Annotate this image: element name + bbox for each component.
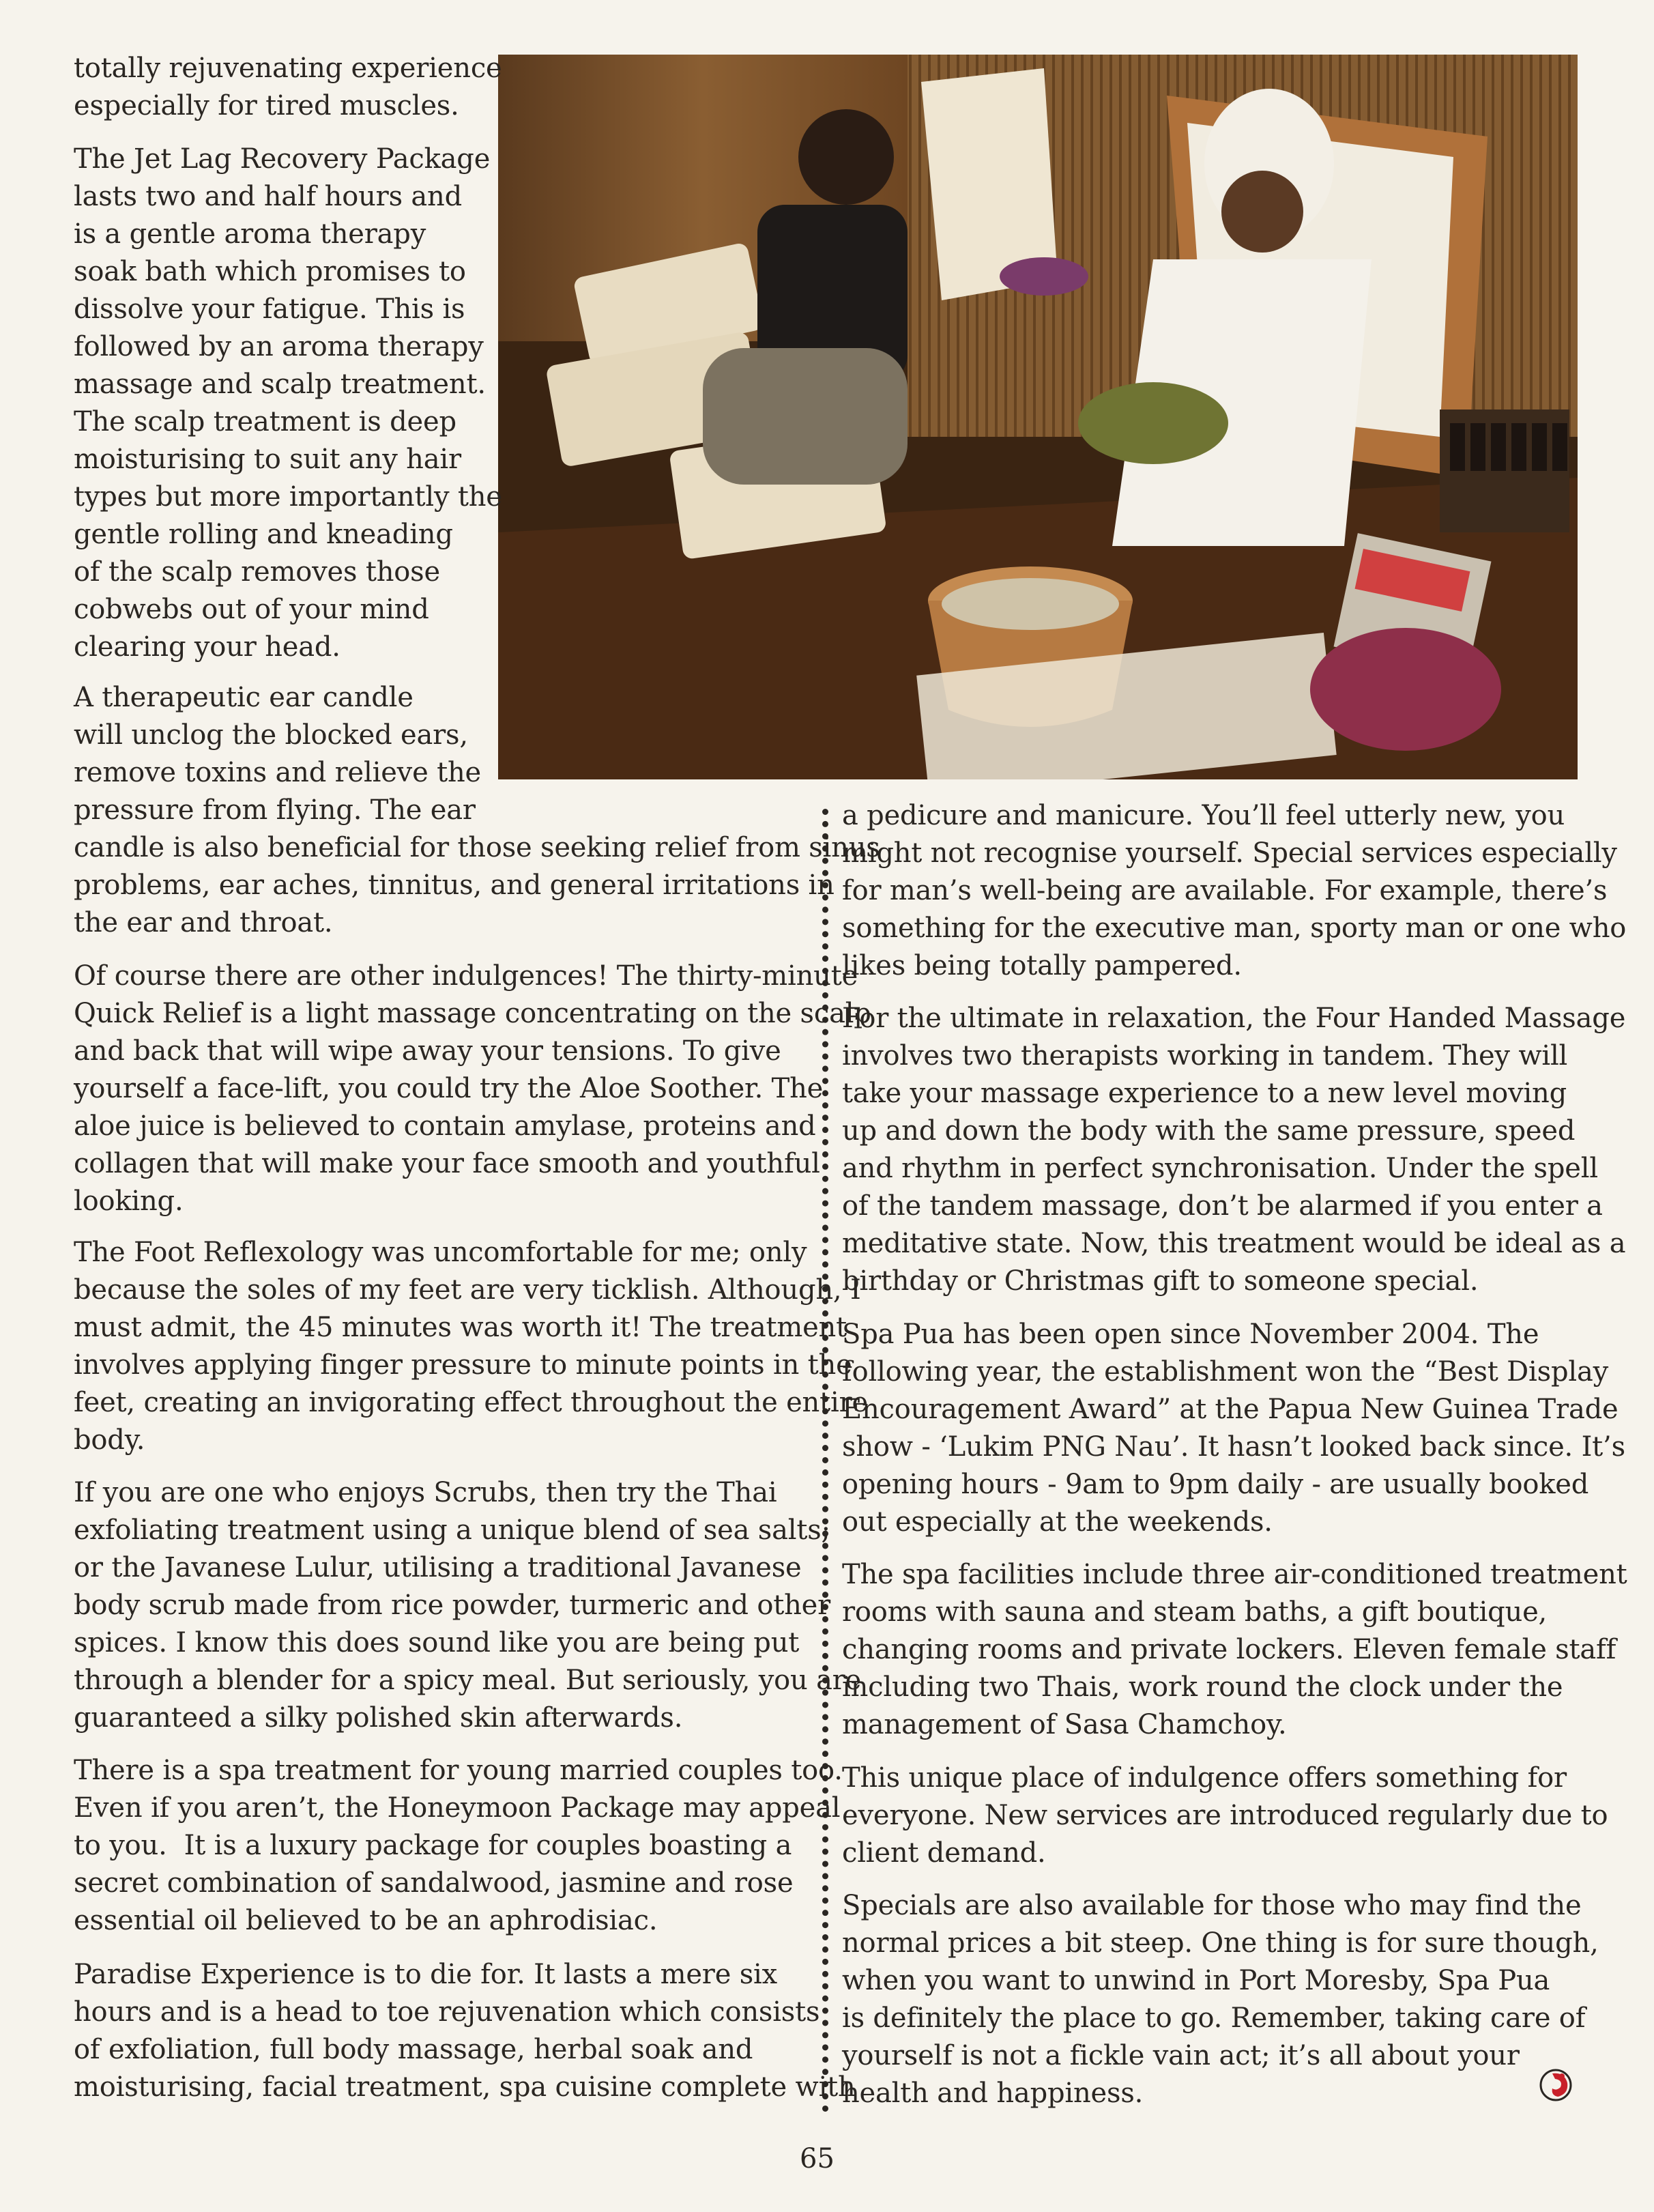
paragraph-four-handed-massage: For the ultimate in relaxation, the Four Handed Massage involves two therapists working in tandem. They will take your massage experience to a new level moving up and down the body with the same pressure, speed and rhythm in perfect synchronisation. Under the spell of the tandem massage, don’t be alarmed if you enter a meditative state. Now, this treatment would be ideal as a birthday or Christmas gift to someone special. — [842, 1003, 1626, 1297]
column-divider — [822, 809, 828, 2112]
bird-of-paradise-logo-icon — [1532, 2061, 1580, 2109]
paragraph-ear-candle-continued: candle is also beneficial for those seeking relief from sinus problems, ear aches, tinnitus, and general irritations in the ear and throat. — [74, 832, 880, 938]
paragraph-pedicure: a pedicure and manicure. You’ll feel utterly new, you might not recognise yourself. Special services especially for man’s well-being are available. For example, there’s something for the executive man, sporty man or one who likes being totally pampered. — [842, 800, 1627, 981]
paragraph-scrubs: If you are one who enjoys Scrubs, then try the Thai exfoliating treatment using a unique blend of sea salts; or the Javanese Lulur, utilising a traditional Javanese body scrub made from rice powder, turmeric and other spices. I know this does sound like you are being put through a blender for a spicy meal. But seriously, you are guaranteed a silky polished skin afterwards. — [74, 1477, 862, 1734]
paragraph-specials: Specials are also available for those who may find the normal prices a bit steep. One thing is for sure though, when you want to unwind in Port Moresby, Spa Pua is definitely the place to go. Remember, taking care of yourself is not a fickle vain act; it’s all about your health and happiness. — [842, 1890, 1599, 2109]
paragraph-spa-facilities: The spa facilities include three air-conditioned treatment rooms with sauna and steam baths, a gift boutique, changing rooms and private lockers. Eleven female staff including two Thais, work round the clock under the management of Sasa Chamchoy. — [842, 1559, 1627, 1740]
spa-photo-icon — [498, 55, 1578, 779]
page-number: 65 — [800, 2143, 835, 2174]
paragraph-indulgences: Of course there are other indulgences! The thirty-minute Quick Relief is a light massage concentrating on the scalp and back that will wipe away your tensions. To give yourself a face-lift, you could try the Aloe Soother. The aloe juice is believed to contain amylase, proteins and collagen that will make your face smooth and youthful looking. — [74, 960, 871, 1217]
paragraph-spa-pua-history: Spa Pua has been open since November 2004. The following year, the establishment won the “Best Display Encouragement Award” at the Papua New Guinea Trade show - ‘Lukim PNG Nau’. It hasn’t looked back since. It’s opening hours - 9am to 9pm daily - are usually booked out especially at the weekends. — [842, 1319, 1625, 1538]
paragraph-intro-continued: totally rejuvenating experience especially for tired muscles. — [74, 53, 502, 121]
paragraph-honeymoon-package: There is a spa treatment for young married couples too. Even if you aren’t, the Honeymoon Package may appeal to you. It is a luxury package for couples boasting a secret combination of sandalwood, jasmine and rose essential oil believed to be an aphrodisiac. — [74, 1755, 843, 1936]
paragraph-jet-lag-package: The Jet Lag Recovery Package lasts two and half hours and is a gentle aroma therapy soak bath which promises to dissolve your fatigue. This is followed by an aroma therapy massage and scalp treatment. The scalp treatment is deep moisturising to suit any hair types but more importantly the gentle rolling and kneading of the scalp removes those cobwebs out of your mind clearing your head. — [74, 143, 502, 663]
paragraph-paradise-experience: Paradise Experience is to die for. It lasts a mere six hours and is a head to toe rejuvenation which consists of exfoliation, full body massage, herbal soak and moisturising, facial treatment, spa cuisine complete with — [74, 1959, 856, 2103]
paragraph-foot-reflexology: The Foot Reflexology was uncomfortable for me; only because the soles of my feet are very ticklish. Although, I must admit, the 45 minutes was worth it! The treatment involves applying finger pressure to minute points in the feet, creating an invigorating effect throughout the entire body. — [74, 1237, 868, 1456]
spa-photo — [498, 55, 1578, 779]
paragraph-ear-candle: A therapeutic ear candle will unclog the blocked ears, remove toxins and relieve the pressure from flying. The ear — [74, 682, 481, 826]
paragraph-unique-place: This unique place of indulgence offers something for everyone. New services are introduced regularly due to client demand. — [842, 1762, 1608, 1869]
